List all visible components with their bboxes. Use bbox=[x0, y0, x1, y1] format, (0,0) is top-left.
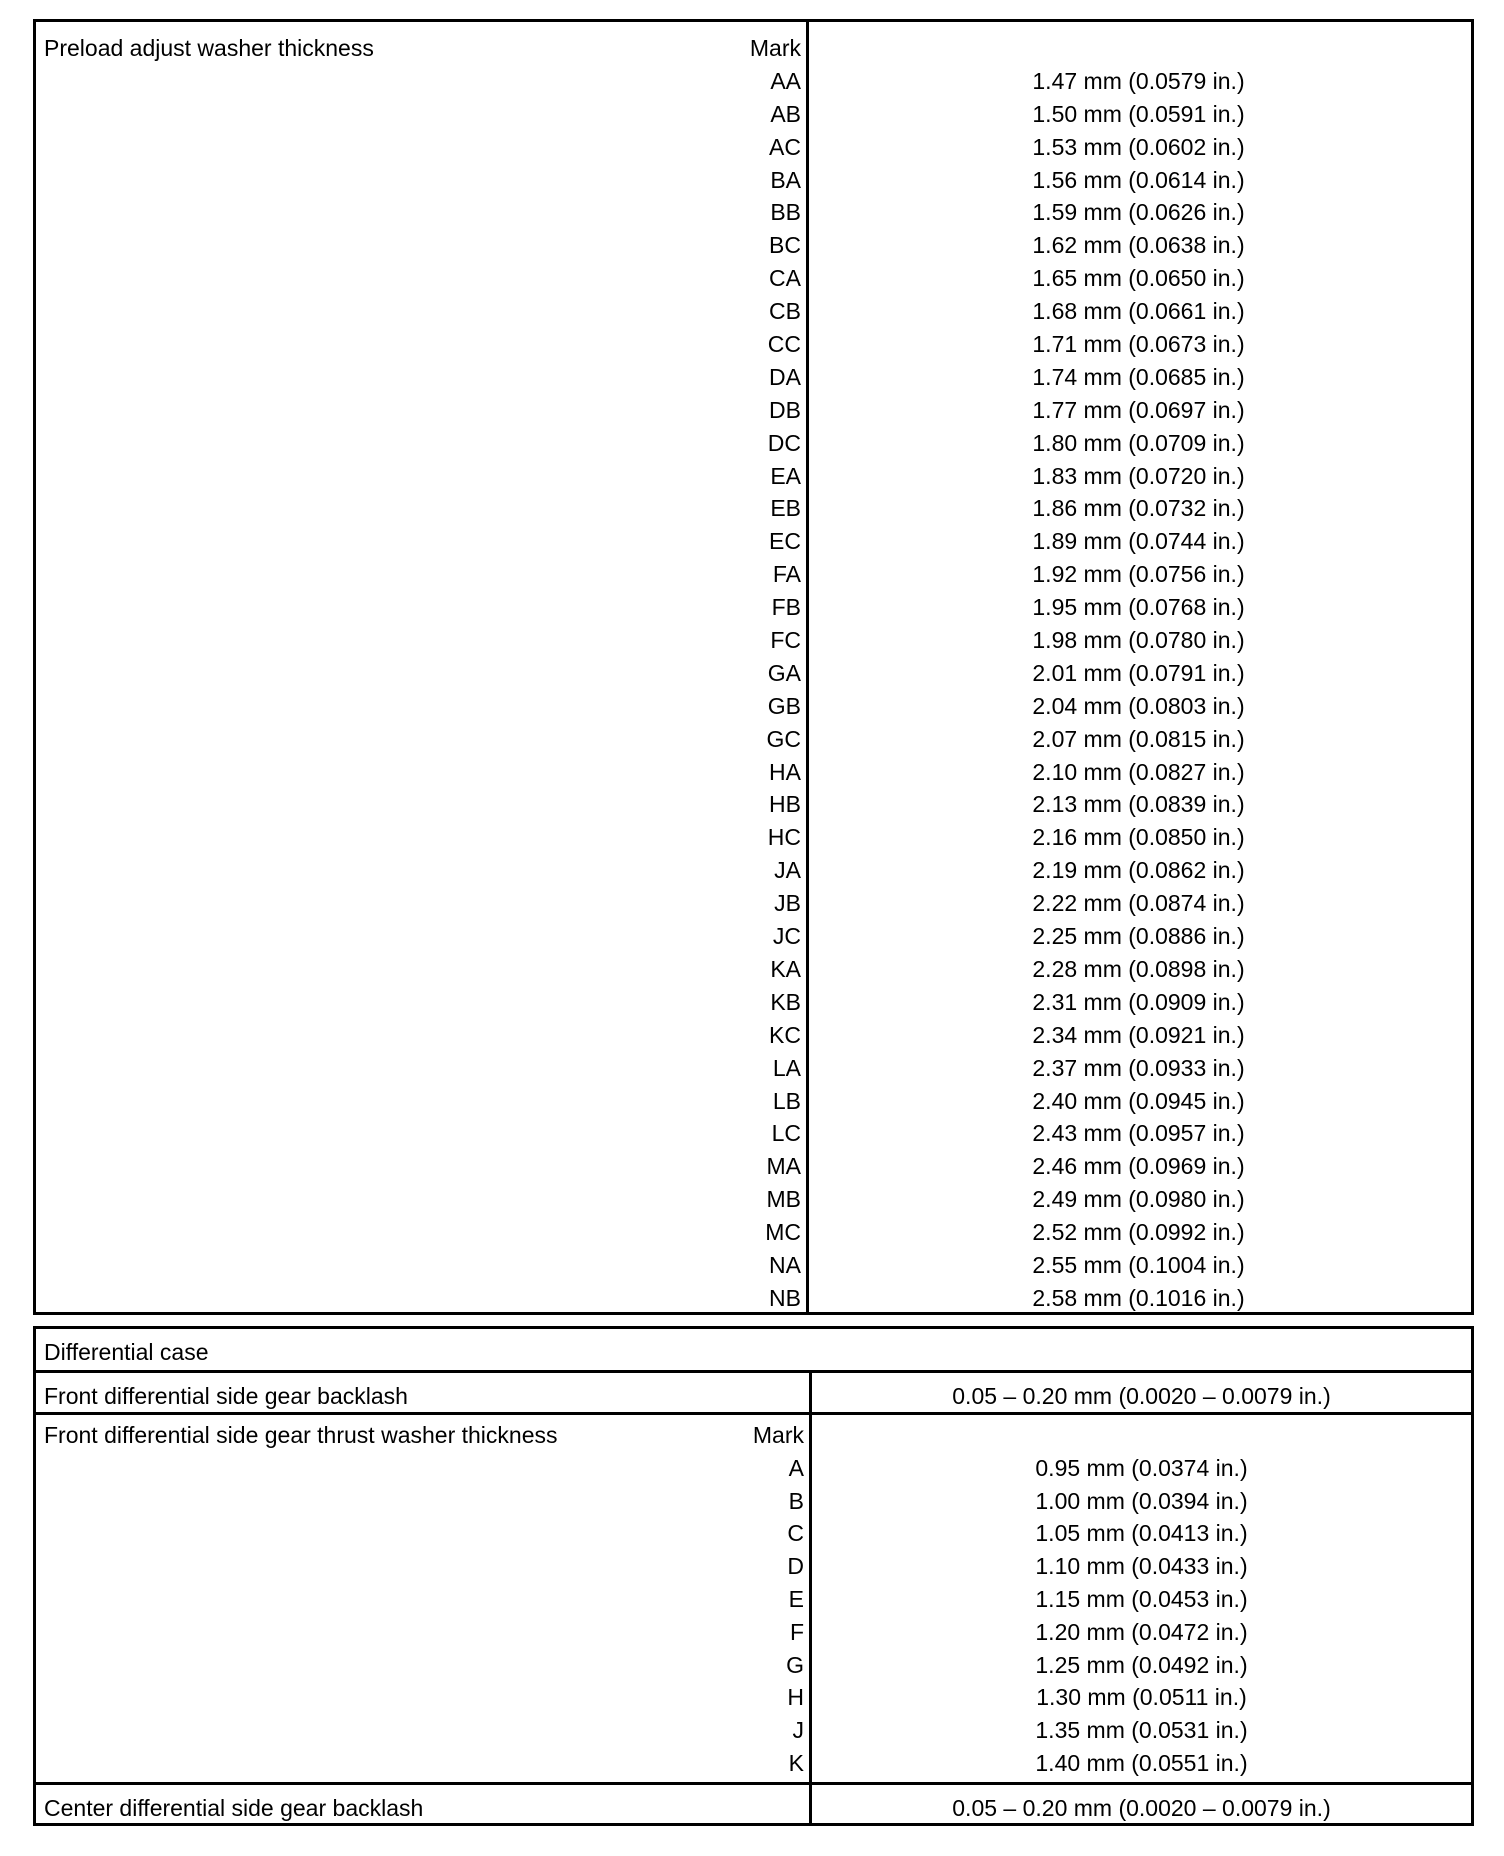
table-row bbox=[36, 692, 1471, 728]
mark-code: GC bbox=[766, 725, 801, 752]
mark-code: D bbox=[787, 1553, 804, 1580]
preload-washer-rows bbox=[36, 37, 1471, 1320]
mark-code: HC bbox=[767, 824, 801, 851]
table-row bbox=[36, 596, 1471, 629]
thickness-value: 1.50 mm (0.0591 in.) bbox=[1032, 100, 1245, 127]
mark-code: LA bbox=[772, 1054, 801, 1081]
thickness-value: 1.86 mm (0.0732 in.) bbox=[1032, 495, 1245, 522]
thickness-value: 1.40 mm (0.0551 in.) bbox=[1035, 1749, 1248, 1776]
thickness-value: 1.53 mm (0.0602 in.) bbox=[1032, 133, 1245, 160]
table-row bbox=[36, 1284, 1471, 1320]
thickness-value: 1.74 mm (0.0685 in.) bbox=[1032, 363, 1245, 390]
mark-code: JA bbox=[774, 857, 801, 884]
mark-header-row bbox=[36, 1424, 1471, 1457]
mark-code: MA bbox=[766, 1153, 801, 1180]
mark-code: JC bbox=[772, 923, 801, 950]
mark-code: HB bbox=[769, 791, 801, 818]
mark-code: F bbox=[789, 1618, 804, 1645]
thickness-value: 1.62 mm (0.0638 in.) bbox=[1032, 232, 1245, 259]
mark-code: E bbox=[788, 1585, 804, 1612]
table-row bbox=[36, 1651, 1471, 1687]
table-row bbox=[36, 659, 1471, 695]
table-row bbox=[36, 758, 1471, 794]
table-row bbox=[36, 1719, 1471, 1752]
table-row bbox=[36, 1087, 1471, 1123]
table-row bbox=[36, 1522, 1471, 1555]
mark-code: BA bbox=[770, 166, 801, 193]
thickness-value: 1.30 mm (0.0511 in.) bbox=[1036, 1684, 1247, 1711]
table-row bbox=[36, 1686, 1471, 1719]
center-backlash-value: 0.05 – 0.20 mm (0.0020 – 0.0079 in.) bbox=[952, 1795, 1331, 1821]
mark-code: G bbox=[786, 1651, 804, 1678]
preload-washer-table bbox=[33, 19, 1474, 1315]
mark-code: KA bbox=[770, 955, 801, 982]
thickness-value: 2.52 mm (0.0992 in.) bbox=[1032, 1219, 1245, 1246]
table-row bbox=[36, 925, 1471, 958]
thickness-value: 1.10 mm (0.0433 in.) bbox=[1035, 1553, 1248, 1580]
mark-code: GA bbox=[767, 659, 801, 686]
mark-code: GB bbox=[767, 692, 801, 719]
thickness-value: 1.71 mm (0.0673 in.) bbox=[1032, 331, 1245, 358]
table-row bbox=[36, 429, 1471, 465]
table-row bbox=[36, 1251, 1471, 1287]
table-row bbox=[36, 563, 1471, 596]
mark-header: Mark bbox=[752, 1422, 804, 1448]
thickness-value: 2.01 mm (0.0791 in.) bbox=[1032, 659, 1245, 686]
mark-code: CA bbox=[769, 265, 801, 292]
thickness-value: 1.35 mm (0.0531 in.) bbox=[1035, 1717, 1248, 1744]
table-row bbox=[36, 1487, 1471, 1523]
table-row bbox=[36, 1555, 1471, 1588]
mark-code: KC bbox=[769, 1021, 801, 1048]
thickness-value: 1.59 mm (0.0626 in.) bbox=[1032, 199, 1245, 226]
thickness-value: 1.68 mm (0.0661 in.) bbox=[1032, 298, 1245, 325]
mark-code: AC bbox=[769, 133, 801, 160]
thickness-value: 1.98 mm (0.0780 in.) bbox=[1032, 627, 1245, 654]
mark-code: FA bbox=[772, 561, 801, 588]
thrust-washer-title: Front differential side gear thrust washer thickness bbox=[44, 1422, 558, 1448]
thickness-value: 2.16 mm (0.0850 in.) bbox=[1032, 824, 1245, 851]
table-row bbox=[36, 234, 1471, 267]
table-row bbox=[36, 725, 1471, 761]
thickness-value: 2.07 mm (0.0815 in.) bbox=[1032, 725, 1245, 752]
table-row bbox=[36, 1155, 1471, 1188]
table-row bbox=[36, 396, 1471, 432]
thickness-value: 2.25 mm (0.0886 in.) bbox=[1032, 923, 1245, 950]
thickness-value: 1.05 mm (0.0413 in.) bbox=[1035, 1520, 1248, 1547]
mark-code: CC bbox=[767, 331, 801, 358]
thickness-value: 1.83 mm (0.0720 in.) bbox=[1032, 462, 1245, 489]
thickness-value: 2.46 mm (0.0969 in.) bbox=[1032, 1153, 1245, 1180]
mark-code: EA bbox=[770, 462, 801, 489]
thickness-value: 2.34 mm (0.0921 in.) bbox=[1032, 1021, 1245, 1048]
table-row bbox=[36, 629, 1471, 662]
table-row bbox=[36, 100, 1471, 136]
mark-header-row bbox=[36, 37, 1471, 70]
table-row bbox=[36, 988, 1471, 1024]
table-row bbox=[36, 530, 1471, 563]
thickness-value: 1.47 mm (0.0579 in.) bbox=[1032, 67, 1245, 94]
mark-code: KB bbox=[770, 988, 801, 1015]
mark-code: K bbox=[788, 1749, 804, 1776]
thickness-value: 2.40 mm (0.0945 in.) bbox=[1032, 1087, 1245, 1114]
table-row bbox=[36, 166, 1471, 202]
mark-code: DB bbox=[769, 396, 801, 423]
front-backlash-row bbox=[36, 1373, 1471, 1415]
thickness-value: 1.56 mm (0.0614 in.) bbox=[1032, 166, 1245, 193]
mark-code: HA bbox=[769, 758, 801, 785]
table-row bbox=[36, 67, 1471, 103]
thickness-value: 1.89 mm (0.0744 in.) bbox=[1032, 528, 1245, 555]
table-row bbox=[36, 1585, 1471, 1621]
table-row bbox=[36, 497, 1471, 530]
table-row bbox=[36, 363, 1471, 399]
thickness-value: 2.22 mm (0.0874 in.) bbox=[1032, 890, 1245, 917]
table-row bbox=[36, 300, 1471, 333]
table-row bbox=[36, 1188, 1471, 1221]
table-row bbox=[36, 1054, 1471, 1090]
mark-code: H bbox=[787, 1684, 804, 1711]
thickness-value: 1.00 mm (0.0394 in.) bbox=[1035, 1487, 1248, 1514]
table-row bbox=[36, 1749, 1471, 1785]
mark-code: MC bbox=[765, 1219, 801, 1246]
thickness-value: 1.95 mm (0.0768 in.) bbox=[1032, 594, 1245, 621]
table-row bbox=[36, 1021, 1471, 1057]
table-row bbox=[36, 133, 1471, 169]
table-row bbox=[36, 1454, 1471, 1490]
table-row bbox=[36, 1618, 1471, 1654]
table-row bbox=[36, 267, 1471, 300]
table-row bbox=[36, 892, 1471, 925]
thickness-value: 2.37 mm (0.0933 in.) bbox=[1032, 1054, 1245, 1081]
thickness-value: 1.77 mm (0.0697 in.) bbox=[1032, 396, 1245, 423]
thickness-value: 2.19 mm (0.0862 in.) bbox=[1032, 857, 1245, 884]
mark-code: JB bbox=[774, 890, 801, 917]
thickness-value: 1.20 mm (0.0472 in.) bbox=[1035, 1618, 1248, 1645]
thickness-value: 2.55 mm (0.1004 in.) bbox=[1032, 1251, 1245, 1278]
mark-code: EC bbox=[769, 528, 801, 555]
mark-code: DC bbox=[767, 429, 801, 456]
thickness-value: 2.58 mm (0.1016 in.) bbox=[1032, 1284, 1245, 1311]
mark-code: NB bbox=[769, 1284, 801, 1311]
thickness-value: 1.15 mm (0.0453 in.) bbox=[1035, 1585, 1248, 1612]
mark-code: C bbox=[787, 1520, 804, 1547]
mark-code: BB bbox=[770, 199, 801, 226]
thickness-value: 1.92 mm (0.0756 in.) bbox=[1032, 561, 1245, 588]
mark-code: AB bbox=[770, 100, 801, 127]
mark-code: MB bbox=[766, 1186, 801, 1213]
table-row bbox=[36, 201, 1471, 234]
thickness-value: 1.80 mm (0.0709 in.) bbox=[1032, 429, 1245, 456]
front-backlash-label: Front differential side gear backlash bbox=[44, 1383, 408, 1409]
thrust-washer-rows bbox=[36, 1424, 1471, 1785]
thickness-value: 2.31 mm (0.0909 in.) bbox=[1032, 988, 1245, 1015]
thrust-washer-section bbox=[36, 1415, 1471, 1785]
table-row bbox=[36, 1221, 1471, 1254]
mark-code: AA bbox=[770, 67, 801, 94]
center-backlash-row bbox=[36, 1785, 1471, 1823]
mark-code: BC bbox=[769, 232, 801, 259]
thickness-value: 2.28 mm (0.0898 in.) bbox=[1032, 955, 1245, 982]
table-row bbox=[36, 462, 1471, 498]
table-row bbox=[36, 955, 1471, 991]
mark-code: A bbox=[788, 1454, 804, 1481]
preload-washer-title: Preload adjust washer thickness bbox=[44, 35, 374, 61]
table-row bbox=[36, 1122, 1471, 1155]
section-title: Differential case bbox=[44, 1339, 209, 1365]
front-backlash-value: 0.05 – 0.20 mm (0.0020 – 0.0079 in.) bbox=[952, 1383, 1331, 1409]
thickness-value: 1.65 mm (0.0650 in.) bbox=[1032, 265, 1245, 292]
mark-code: B bbox=[788, 1487, 804, 1514]
mark-code: J bbox=[792, 1717, 804, 1744]
section-title-row bbox=[36, 1329, 1471, 1373]
thickness-value: 1.25 mm (0.0492 in.) bbox=[1035, 1651, 1248, 1678]
thickness-value: 2.10 mm (0.0827 in.) bbox=[1032, 758, 1245, 785]
table-row bbox=[36, 333, 1471, 366]
table-row bbox=[36, 826, 1471, 859]
table-row bbox=[36, 859, 1471, 892]
mark-code: CB bbox=[769, 298, 801, 325]
mark-code: LB bbox=[772, 1087, 801, 1114]
thickness-value: 2.49 mm (0.0980 in.) bbox=[1032, 1186, 1245, 1213]
mark-code: FB bbox=[771, 594, 801, 621]
table-row bbox=[36, 793, 1471, 826]
center-backlash-label: Center differential side gear backlash bbox=[44, 1795, 424, 1821]
thickness-value: 0.95 mm (0.0374 in.) bbox=[1035, 1454, 1248, 1481]
thickness-value: 2.13 mm (0.0839 in.) bbox=[1032, 791, 1245, 818]
differential-case-table bbox=[33, 1326, 1474, 1826]
mark-code: DA bbox=[769, 363, 801, 390]
mark-code: LC bbox=[771, 1120, 801, 1147]
mark-code: EB bbox=[770, 495, 801, 522]
mark-code: NA bbox=[769, 1251, 801, 1278]
thickness-value: 2.04 mm (0.0803 in.) bbox=[1032, 692, 1245, 719]
thickness-value: 2.43 mm (0.0957 in.) bbox=[1032, 1120, 1245, 1147]
mark-header: Mark bbox=[749, 35, 801, 61]
mark-code: FC bbox=[770, 627, 801, 654]
